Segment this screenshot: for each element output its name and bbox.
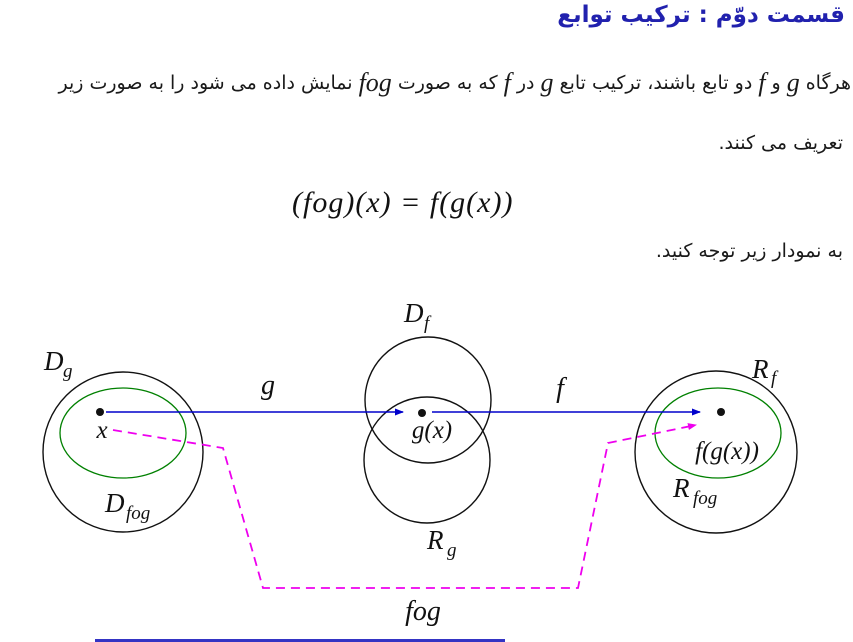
intro-text-segment: دو تابع باشند، ترکیب تابع <box>559 72 753 94</box>
math-symbol-f: f <box>503 68 511 97</box>
label-gx: g(x) <box>411 417 453 444</box>
label-R-f-sub: f <box>771 368 777 389</box>
note-line: به نمودار زیر توجه کنید. <box>655 240 843 262</box>
composition-diagram <box>0 282 853 642</box>
point-gx-dot <box>418 409 426 417</box>
label-D-g: D <box>44 346 64 376</box>
intro-text-segment: هرگاه <box>805 72 851 94</box>
label-D-f-sub: f <box>424 313 430 334</box>
domain-f-circle <box>365 337 491 463</box>
math-symbol-fog: fog <box>358 68 392 97</box>
section-title: قسمت دوّم : ترکیب توابع <box>557 2 845 28</box>
point-x-dot <box>96 408 104 416</box>
intro-line2: تعریف می کنند. <box>718 132 843 154</box>
intro-text-segment: نمایش داده می شود را به صورت زیر <box>58 72 353 94</box>
label-R-g-sub: g <box>447 540 457 561</box>
label-R-fog-sub: fog <box>693 488 718 509</box>
label-R-g: R <box>427 525 444 555</box>
fog-dashed-path <box>113 425 696 588</box>
range-g-circle <box>364 397 490 523</box>
label-D-fog: D <box>105 488 125 518</box>
intro-text-segment: که به صورت <box>397 72 498 94</box>
label-fgx: f(g(x)) <box>695 438 759 465</box>
intro-text-segment: و <box>771 72 781 94</box>
math-symbol-g: g <box>786 68 800 97</box>
label-arrow-f: f <box>556 373 564 404</box>
label-arrow-g: g <box>261 370 275 401</box>
label-path-fog: fog <box>405 596 441 627</box>
intro-text-segment: در <box>516 72 535 94</box>
label-D-fog-sub: fog <box>126 503 151 524</box>
label-R-f: R <box>752 354 769 384</box>
label-D-f: D <box>404 298 424 328</box>
composition-formula: (fog)(x) = f(g(x)) <box>292 186 514 219</box>
label-D-g-sub: g <box>63 361 73 382</box>
label-R-fog: R <box>673 473 690 503</box>
point-fgx-dot <box>717 408 725 416</box>
intro-paragraph <box>58 60 851 106</box>
math-symbol-g: g <box>540 68 554 97</box>
math-symbol-f: f <box>758 68 766 97</box>
label-x: x <box>96 417 108 444</box>
domain-fog-ellipse <box>60 388 186 478</box>
